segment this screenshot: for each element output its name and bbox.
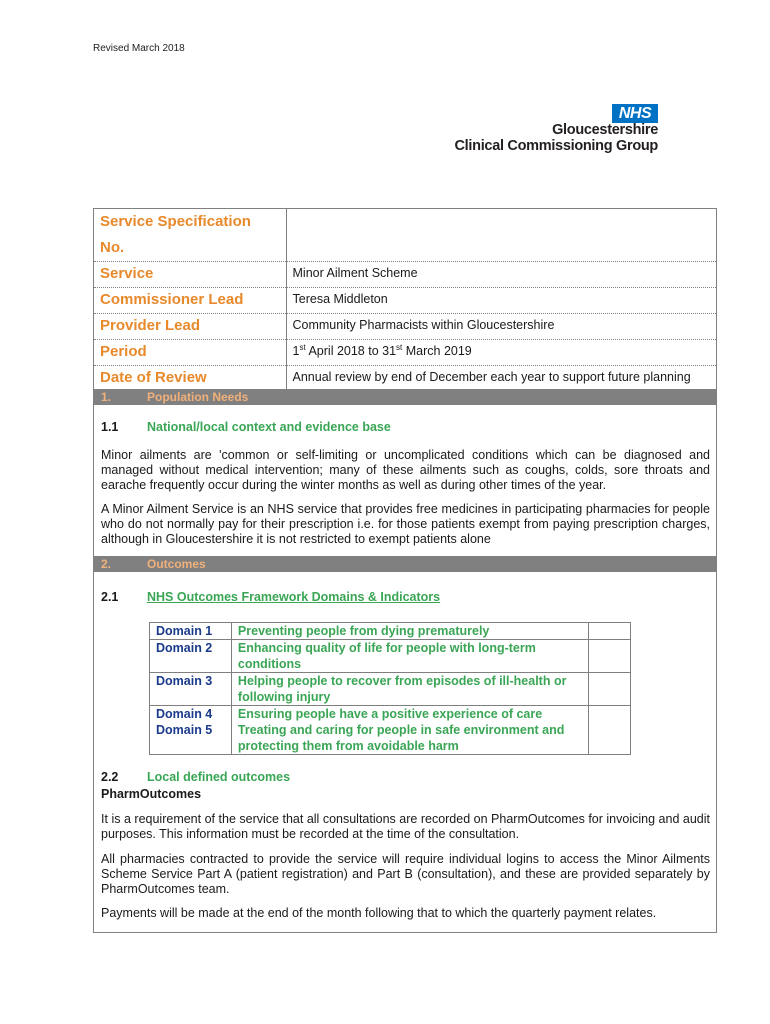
pharmoutcomes-label: PharmOutcomes <box>101 787 202 801</box>
spec-row-number <box>94 209 716 262</box>
domains-table <box>149 622 631 755</box>
spec-label: Period <box>94 340 286 366</box>
paragraph-pharmacy-logins: All pharmacies contracted to provide the service will require individual logins to access the Minor Ailments Scheme Service Part A (patient registration) and Part B (consultation), and these are provided separately by PharmOutcomes team. <box>101 852 710 896</box>
spec-label: Provider Lead <box>94 314 286 340</box>
section-bar-population-needs: 1. Population Needs <box>94 389 716 405</box>
domain-empty-cell <box>589 623 631 640</box>
revision-date: Revised March 2018 <box>93 43 185 54</box>
paragraph-minor-ailments: Minor ailments are 'common or self-limiting or uncomplicated conditions which can be diagnosed and managed without medical intervention; many of these ailments such as coughs, colds, sore throats and earache frequently occur during the winter months as well as during other times of the year. <box>101 448 710 492</box>
nhs-gloucestershire-logo <box>440 104 660 154</box>
domain-row <box>150 623 631 640</box>
paragraph-minor-ailment-service: A Minor Ailment Service is an NHS service that provides free medicines in participating pharmacies for people who do not normally pay for their prescription i.e. for those patients exempt from paying prescription charges, although in Gloucestershire it is not restricted to exempt patients alone <box>101 502 710 546</box>
domain-empty-cell <box>589 706 631 723</box>
domain-name: Domain 2 <box>150 640 232 673</box>
spec-row-provider <box>94 314 716 340</box>
logo-org-line2: Clinical Commissioning Group <box>454 138 658 154</box>
domain-empty-cell <box>589 673 631 706</box>
logo-org-line1: Gloucestershire <box>552 122 658 138</box>
spec-value <box>286 209 716 262</box>
domain-row <box>150 640 631 673</box>
spec-value: Minor Ailment Scheme <box>286 262 716 288</box>
spec-value: 1st April 2018 to 31st March 2019 <box>286 340 716 366</box>
domain-row <box>150 673 631 706</box>
domain-empty-cell <box>589 640 631 673</box>
domain-description: Preventing people from dying prematurely <box>231 623 588 640</box>
spec-label: Commissioner Lead <box>94 288 286 314</box>
domain-description: Ensuring people have a positive experience of care <box>231 706 588 723</box>
section-bar-outcomes: 2. Outcomes <box>94 556 716 572</box>
spec-row-period <box>94 340 716 366</box>
domain-row <box>150 722 631 755</box>
nhs-logo-badge: NHS <box>612 104 658 123</box>
service-details-table <box>94 209 716 392</box>
spec-row-service <box>94 262 716 288</box>
domain-name: Domain 4 <box>150 706 232 723</box>
domain-name: Domain 3 <box>150 673 232 706</box>
domain-description: Enhancing quality of life for people with long-term conditions <box>231 640 588 673</box>
spec-row-commissioner <box>94 288 716 314</box>
domain-name: Domain 5 <box>150 722 232 755</box>
domain-row <box>150 706 631 723</box>
domain-name: Domain 1 <box>150 623 232 640</box>
spec-value: Community Pharmacists within Gloucestershire <box>286 314 716 340</box>
spec-label: Service Specification No. <box>94 209 286 262</box>
specification-frame: Service Specification No. Service Minor Ailment Scheme Commissioner Lead Teresa Middleton Provider Lead Community Pharmacists within Gloucestershire Period 1st April 2018 to 31st March 2019 Date of Review Annual review by end of December each year to support future planning 1. Population Needs 1.1 National/local context and evidence base Minor ailments are 'common or self-limiting or uncomplicated conditions which can be diagnosed and managed without medical intervention; many of these ailments such as coughs, colds, sore throats and earache frequently occur during the winter months as well as during other times of the year. A Minor Ailment Service is an NHS service that provides free medicines in participating pharmacies for people who do not normally pay for their prescription i.e. for those patients exempt from paying prescription charges, although in Gloucestershire it is not restricted to exempt patients alone 2. Outcomes 2.1 NHS Outcomes Framework Domains & Indicators Domain 1 Preventing people from dying prematurely Domain 2 Enhancing quality of life for people with long-term conditions Domain 3 Helping people to recover from episodes of ill-health or following injury Domain 4 Ensuring people have a positive experience of care Domain 5 Treating and caring for people in safe environment and protecting them from avoidable harm 2.2 Local defined outcomes PharmOutcomes It is a requirement of the service that all consultations are recorded on PharmOutcomes for invoicing and audit purposes. This information must be recorded at the time of the consultation. All pharmacies contracted to provide the service will require individual logins to access the Minor Ailments Scheme Service Part A (patient registration) and Part B (consultation), and these are provided separately by PharmOutcomes team. Payments will be made at the end of the month following that to which the quarterly payment relates. <box>93 208 717 933</box>
spec-row-review <box>94 366 716 392</box>
domain-description: Treating and caring for people in safe environment and protecting them from avoidable harm <box>231 722 588 755</box>
paragraph-payments: Payments will be made at the end of the month following that to which the quarterly payment relates. <box>101 906 657 920</box>
domain-description: Helping people to recover from episodes of ill-health or following injury <box>231 673 588 706</box>
domain-empty-cell <box>589 722 631 755</box>
paragraph-pharmoutcomes-requirement: It is a requirement of the service that all consultations are recorded on PharmOutcomes for invoicing and audit purposes. This information must be recorded at the time of the consultation. <box>101 812 710 841</box>
spec-value: Teresa Middleton <box>286 288 716 314</box>
spec-label: Service <box>94 262 286 288</box>
spec-value: Annual review by end of December each year to support future planning <box>292 370 691 384</box>
spec-label: Date of Review <box>94 366 286 392</box>
